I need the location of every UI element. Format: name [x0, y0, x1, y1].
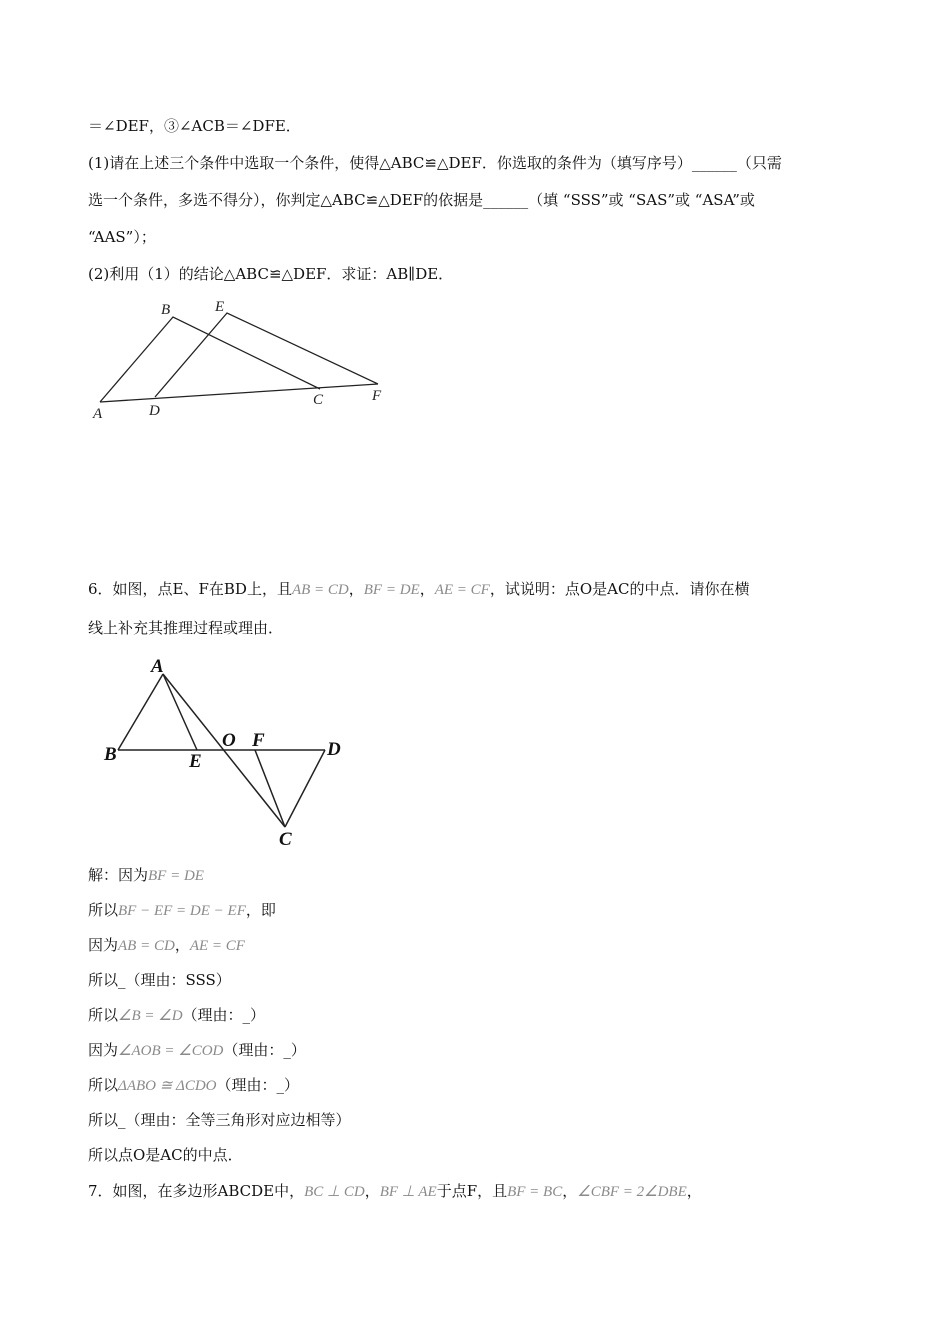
p6-step3-math1: AB = CD — [118, 938, 175, 954]
label-e: E — [189, 751, 202, 772]
p6-step1-text: 解：因为 — [88, 866, 149, 884]
p6-question-line1 — [88, 578, 749, 601]
p7-sep2: 于点F，且 — [436, 1182, 508, 1200]
p7-question-line1 — [88, 1180, 702, 1203]
label-o: O — [222, 730, 236, 751]
label-f: F — [372, 388, 382, 404]
p5-line0: ＝∠DEF，③∠ACB＝∠DFE． — [88, 117, 301, 135]
label-d: D — [327, 739, 341, 760]
p6-step1 — [88, 864, 204, 887]
p7-math-angle: ∠CBF = 2∠DBE — [577, 1184, 687, 1200]
p6-eq-bf-de: BF = DE — [363, 582, 420, 598]
p6-step7-math: ΔABO ≅ ΔCDO — [118, 1078, 217, 1094]
p5-part2: (2)利用（1）的结论△ABC≌△DEF．求证：AB∥DE． — [88, 265, 454, 283]
p6-step4: 所以_（理由：SSS） — [88, 971, 231, 989]
segment-fc — [255, 750, 285, 827]
label-f: F — [252, 730, 265, 751]
figure-triangles-abc-def — [85, 292, 395, 427]
p6-step5 — [88, 1004, 265, 1027]
p6-step2-suffix: ，即 — [245, 901, 276, 919]
label-a: A — [151, 656, 164, 677]
p6-sep1: ， — [348, 580, 364, 598]
label-e: E — [215, 299, 225, 315]
p6-step6 — [88, 1039, 306, 1062]
p7-math-bf-eq-bc: BF = BC — [507, 1184, 563, 1200]
p6-step3 — [88, 934, 245, 957]
p5-part1-line2: 选一个条件，多选不得分），你判定△ABC≌△DEF的依据是______（填 “SSS”或 “SAS”或 “ASA”或 — [88, 191, 755, 209]
label-d: D — [149, 403, 160, 419]
p7-sep4: ， — [686, 1182, 702, 1200]
p6-step5-suffix: （理由：_） — [182, 1006, 266, 1024]
p6-step6-text: 因为 — [88, 1041, 119, 1059]
base-line-af — [100, 384, 378, 402]
segment-ae — [163, 674, 197, 750]
p6-step5-math: ∠B = ∠D — [118, 1008, 183, 1024]
label-c: C — [279, 829, 292, 850]
p6-eq-ab-cd: AB = CD — [291, 582, 349, 598]
p6-step3-sep: ， — [174, 936, 190, 954]
p7-sep3: ， — [562, 1182, 578, 1200]
p6-question-line2: 线上补充其推理过程或理由． — [88, 619, 284, 637]
label-a: A — [93, 406, 103, 422]
p6-step7-suffix: （理由：_） — [216, 1076, 300, 1094]
p7-math-bc-perp-cd: BC ⊥ CD — [304, 1184, 365, 1200]
label-b: B — [104, 744, 117, 765]
p6-step2 — [88, 899, 276, 922]
p6-eq-ae-cf: AE = CF — [434, 582, 490, 598]
p7-math-bf-perp-ae: BF ⊥ AE — [379, 1184, 437, 1200]
p6-step2-math: BF − EF = DE − EF — [118, 903, 246, 919]
p6-step9: 所以点O是AC的中点． — [88, 1146, 243, 1164]
p5-part1-line1: (1)请在上述三个条件中选取一个条件，使得△ABC≌△DEF．你选取的条件为（填写序号）______（只需 — [88, 154, 782, 172]
p6-step6-math: ∠AOB = ∠COD — [118, 1043, 224, 1059]
p6-q-prefix: 6．如图，点E、F在BD上，且 — [88, 580, 292, 598]
figure-bowtie-triangles — [95, 652, 355, 852]
p6-step7 — [88, 1074, 299, 1097]
p6-step1-math: BF = DE — [148, 868, 204, 884]
p6-step6-suffix: （理由：_） — [223, 1041, 306, 1059]
triangle-def-sides — [155, 313, 378, 397]
p6-sep2: ， — [419, 580, 435, 598]
label-c: C — [313, 392, 324, 408]
p6-step2-text: 所以 — [88, 901, 119, 919]
segment-dc — [285, 750, 325, 827]
p6-step3-text: 因为 — [88, 936, 119, 954]
p5-part1-line3: “AAS”）； — [88, 228, 156, 246]
p6-q-suffix: ，试说明：点O是AC的中点．请你在横 — [489, 580, 750, 598]
p6-step7-text: 所以 — [88, 1076, 119, 1094]
p6-step8: 所以_（理由：全等三角形对应边相等） — [88, 1111, 351, 1129]
label-b: B — [161, 302, 171, 318]
segment-ab — [118, 674, 163, 750]
p6-step5-text: 所以 — [88, 1006, 119, 1024]
p6-step3-math2: AE = CF — [189, 938, 245, 954]
p7-prefix: 7．如图，在多边形ABCDE中， — [88, 1182, 305, 1200]
p7-sep1: ， — [364, 1182, 380, 1200]
